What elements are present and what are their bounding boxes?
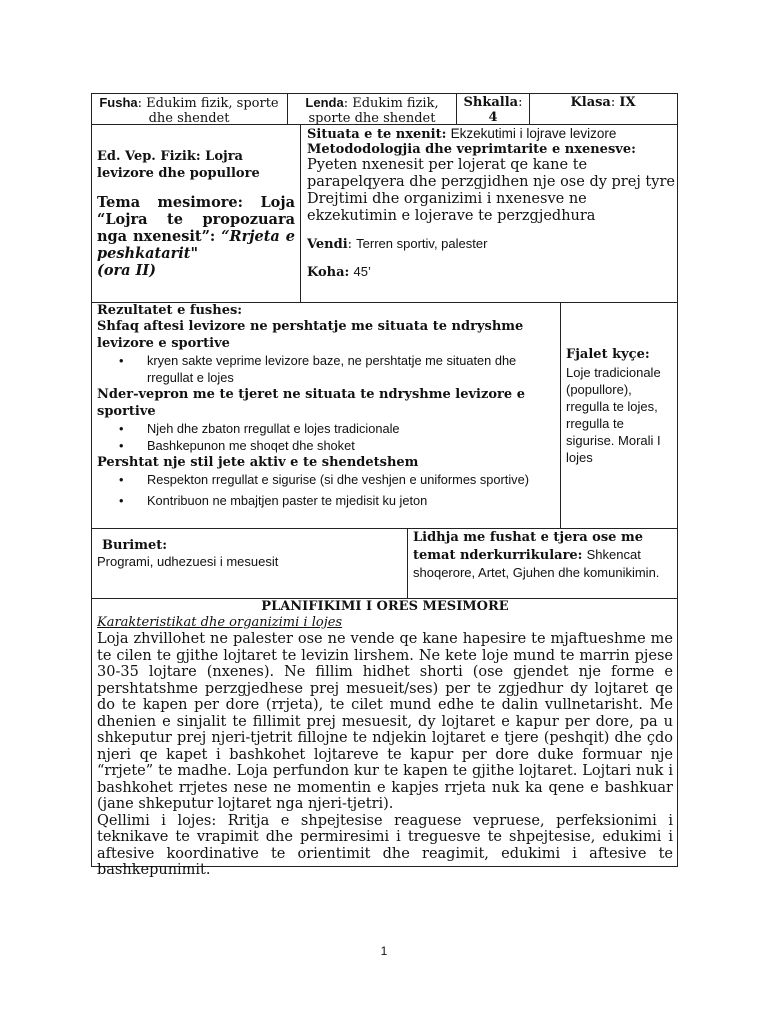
fusha-value: Edukim fizik, sporte dhe shendet (146, 96, 279, 126)
rezultatet-cell (97, 303, 557, 509)
col-divider (456, 93, 457, 124)
burimet-label: Burimet: (102, 538, 168, 553)
plan-title: PLANIFIKIMI I ORES MESIMORE (261, 599, 509, 614)
col-divider (560, 302, 561, 528)
list-item: • kryen sakte veprime levizore baze, ne pershtatje me situaten dhe rregullat e lojes (147, 352, 557, 386)
fusha-label: Fusha (99, 95, 138, 110)
lenda-value: Edukim fizik, sporte dhe shendet (308, 96, 439, 126)
koha-value: 45’ (353, 264, 371, 279)
klasa-label: Klasa (570, 95, 611, 110)
plan-subtitle: Karakteristikat dhe organizimi i lojes (97, 615, 343, 630)
col-divider (287, 93, 288, 124)
fjalet-label: Fjalet kyçe: (566, 347, 650, 362)
subject-cell (97, 148, 293, 182)
vendi-value: Terren sportiv, palester (356, 236, 488, 251)
lenda-label: Lenda (305, 95, 344, 110)
bullet-list (97, 352, 557, 386)
list-item: • Bashkepunon me shoqet dhe shoket (147, 437, 557, 454)
rezultatet-heading: Pershtat nje stil jete aktiv e te shendetshem (97, 455, 419, 470)
shkalla-cell: Shkalla: 4 (460, 95, 526, 125)
col-divider (300, 124, 301, 302)
burimet-cell (97, 538, 403, 571)
list-item: • Respekton rregullat e sigurise (si dhe veshjen e uniformes sportive) (147, 471, 557, 488)
page-number: 1 (380, 944, 388, 958)
plan-cell (97, 599, 673, 879)
situata-label: Situata e te nxenit: (307, 127, 447, 142)
koha-label: Koha: (307, 265, 350, 280)
situata-cell: Situata e te nxenit: Ekzekutimi i lojrave levizore Metododologjia dhe veprimtarite e nxenesve: Pyeten nxenesit per lojerat qe kane te parapelqyera dhe perzgjidhen nje ose dy prej tyre Drejtimi dhe organizimi i nxenesve ne ekzekutimin e lojerave te perzgjedhura Vendi: Terren sportiv, palester Koha: 45’ (307, 126, 675, 280)
lidhja-cell (413, 529, 675, 582)
vendi-label: Vendi (307, 237, 348, 252)
ora-text: (ora II) (97, 262, 157, 279)
fusha-cell: Fusha: Edukim fizik, sporte dhe shendet (99, 95, 279, 126)
fjalet-text: Loje tradicionale (popullore), rregulla te lojes, rregulla te sigurise. Morali I lojes (566, 365, 661, 465)
plan-paragraph: Qellimi i lojes: Rritja e shpejtesise reaguese vepruese, perfeksionimi i teknikave te vrapimit dhe permiresimi i treguesve te shpejtesise, edukimi i aftesive koordinative te orientimit dhe reagimit, edukimi i aftesive te bashkepunimit. (97, 812, 673, 878)
fjalet-cell (566, 346, 674, 466)
rezultatet-heading: Nder-vepron me te tjeret ne situata te ndryshme levizore e sportive (97, 387, 525, 419)
list-item: • Kontribuon ne mbajtjen paster te mjedisit ku jeton (147, 492, 557, 509)
lidhja-label: Lidhja me fushat e tjera ose me temat nderkurrikulare: (413, 530, 643, 563)
klasa-cell: Klasa: IX (570, 95, 636, 110)
tema-italic: “Rrjeta e peshkatarit" (97, 228, 295, 262)
tema-line1: Loja (260, 194, 295, 211)
lidhja-value: Shkencat shoqerore, Artet, Gjuhen dhe komunikimin. (413, 547, 660, 580)
plan-paragraph: Loja zhvillohet ne palester ose ne vende qe kane hapesire te mjaftueshme me te cilen te gjithe lojtaret te levizin lirshem. Ne kete loje mund te marrin pjese 30-35 lojtare (nxenes). Ne fillim hidhet shorti (ose gjendet nje forme e pershtatshme perzgjedhese prej mesueit/ses) per te zgjedhur dy lojtaret qe do te kapen per dore (rrjeta), te cilet mund edhe te dalin vullnetarisht. Me dhenien e sinjalit te fillimit prej mesuesit, dy lojtaret e kapur per dore, pa u shkeputur prej njeri-tjetrit fillojne te ndjekin lojtaret e tjere (peshqit) dhe çdo njeri qe kapet i bashkohet lojtareve te kapur per dore duke formuar nje “rrjete” te madhe. Loja perfundon kur te kapen te gjithe lojtaret. Lojtari nuk i bashkohet rrjetes nese ne momentin e kapjes rrjeta nuk ka qene e bashkuar (jane shkeputur lojtaret nga njeri-tjetri). (97, 631, 673, 812)
klasa-value: IX (619, 95, 636, 110)
list-item: • Njeh dhe zbaton rregullat e lojes tradicionale (147, 420, 557, 437)
shkalla-value: 4 (488, 110, 498, 125)
lenda-cell: Lenda: Edukim fizik, sporte dhe shendet (305, 95, 439, 126)
rezultatet-heading: Shfaq aftesi levizore ne pershtatje me situata te ndryshme levizore e sportive (97, 319, 524, 351)
situata-value: Ekzekutimi i lojrave levizore (450, 126, 617, 141)
shkalla-label: Shkalla (463, 95, 519, 110)
subject-text: Ed. Vep. Fizik: Lojra levizore dhe popullore (97, 149, 260, 181)
rezultatet-title: Rezultatet e fushes: (97, 303, 243, 318)
metodologjia-text: Pyeten nxenesit per lojerat qe kane te parapelqyera dhe perzgjidhen nje ose dy prej tyre Drejtimi dhe organizimi i nxenesve ne ekzekutimin e lojerave te perzgjedhura (307, 157, 675, 224)
burimet-value: Programi, udhezuesi i mesuesit (97, 554, 279, 569)
tema-label: Tema mesimore: (97, 194, 244, 211)
tema-line2: “Lojra te propozuara nga nxenesit”: (97, 211, 295, 245)
metodologjia-label: Metododologjia dhe veprimtarite e nxenesve: (307, 142, 636, 157)
bullet-list (97, 471, 557, 509)
bullet-list (97, 420, 557, 454)
col-divider (407, 528, 408, 598)
tema-cell (97, 194, 295, 279)
